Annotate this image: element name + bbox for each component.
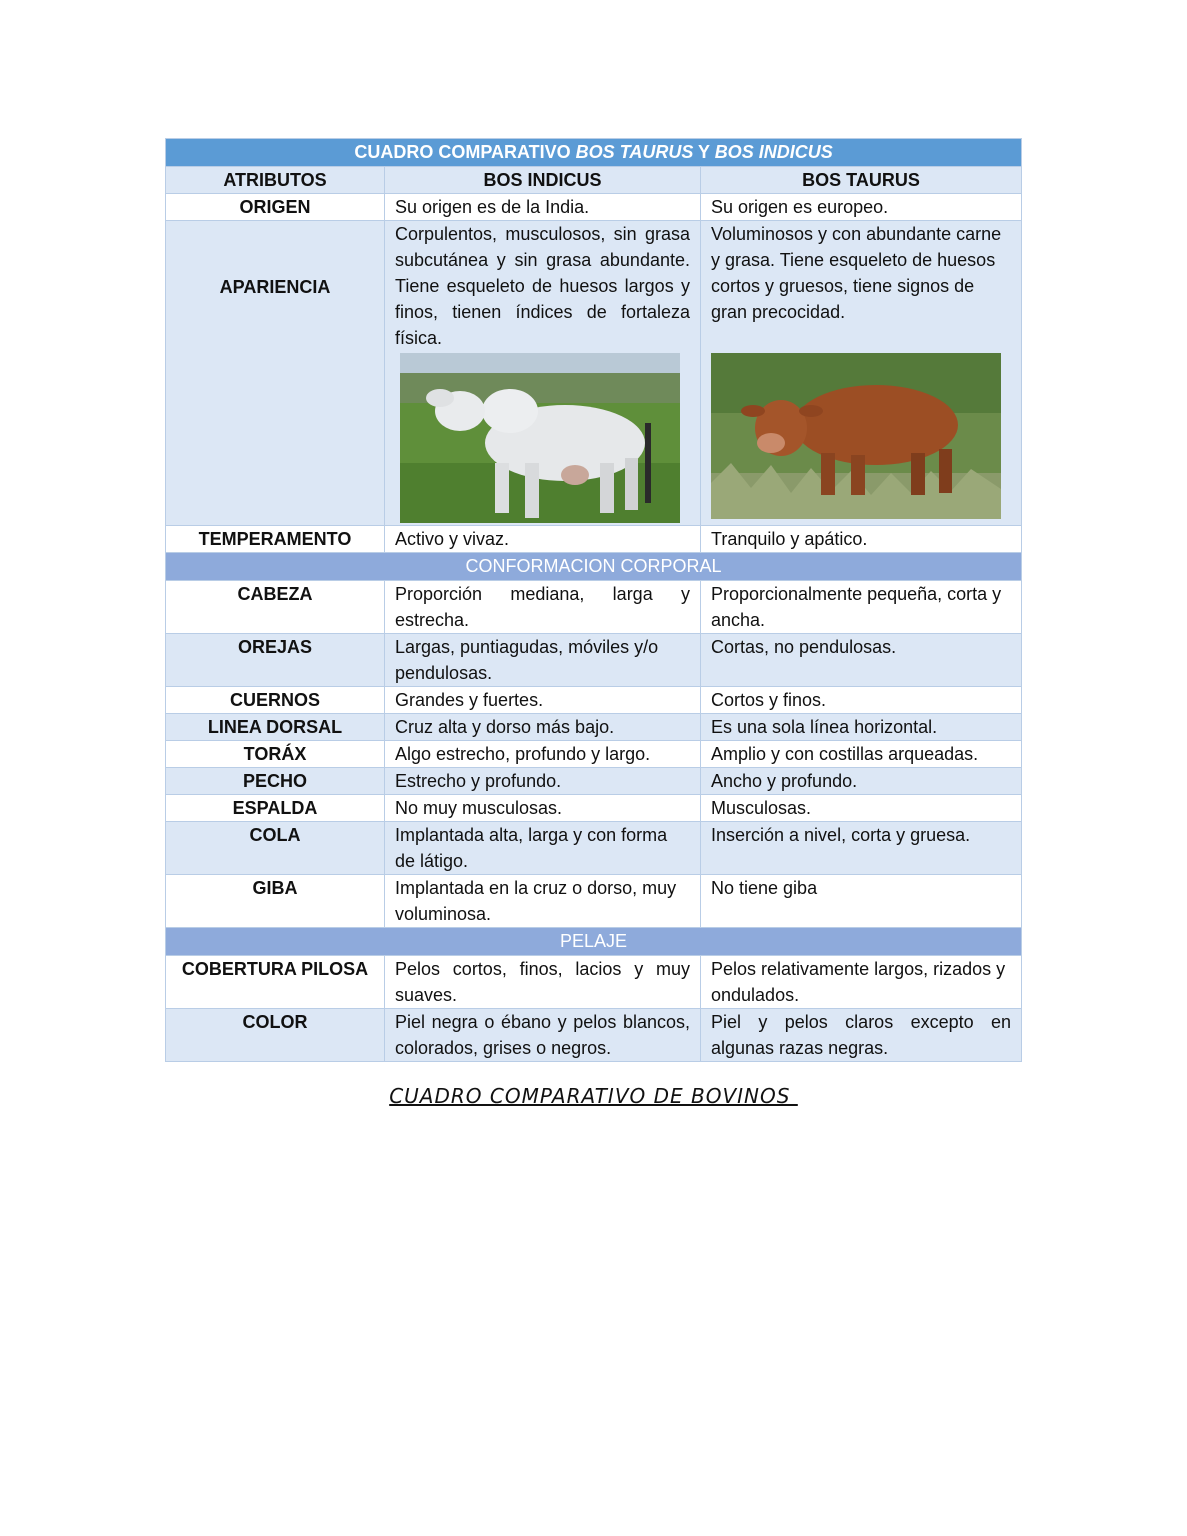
taurus-cobertura-pilosa: Pelos relativamente largos, rizados y ondulados. bbox=[701, 956, 1022, 1009]
taurus-torax: Amplio y con costillas arqueadas. bbox=[701, 741, 1022, 768]
row-temperamento bbox=[166, 526, 1022, 553]
attr-temperamento: TEMPERAMENTO bbox=[166, 526, 385, 553]
section-conformacion-row bbox=[166, 553, 1022, 581]
attr-linea-dorsal: LINEA DORSAL bbox=[166, 714, 385, 741]
row-apariencia bbox=[166, 221, 1022, 526]
row-pecho bbox=[166, 768, 1022, 795]
attr-cabeza: CABEZA bbox=[166, 581, 385, 634]
indicus-cobertura-pilosa: Pelos cortos, finos, lacios y muy suaves. bbox=[385, 956, 701, 1009]
indicus-cola: Implantada alta, larga y con forma de látigo. bbox=[385, 822, 701, 875]
taurus-origen: Su origen es europeo. bbox=[701, 194, 1022, 221]
title-mid: Y bbox=[693, 142, 715, 162]
bos-indicus-photo bbox=[400, 353, 680, 523]
taurus-orejas: Cortas, no pendulosas. bbox=[701, 634, 1022, 687]
indicus-pecho: Estrecho y profundo. bbox=[385, 768, 701, 795]
indicus-color: Piel negra o ébano y pelos blancos, colorados, grises o negros. bbox=[385, 1009, 701, 1062]
title-prefix: CUADRO COMPARATIVO bbox=[354, 142, 576, 162]
row-torax bbox=[166, 741, 1022, 768]
taurus-espalda: Musculosas. bbox=[701, 795, 1022, 822]
comparison-table bbox=[165, 138, 1022, 1062]
indicus-origen: Su origen es de la India. bbox=[385, 194, 701, 221]
attr-apariencia: APARIENCIA bbox=[166, 221, 385, 526]
title-italic-taurus: BOS TAURUS bbox=[575, 142, 694, 162]
title-italic-indicus: BOS INDICUS bbox=[714, 142, 833, 162]
indicus-apariencia-cell bbox=[385, 221, 701, 526]
header-row bbox=[166, 167, 1022, 194]
row-cuernos bbox=[166, 687, 1022, 714]
taurus-pecho: Ancho y profundo. bbox=[701, 768, 1022, 795]
indicus-temperamento: Activo y vivaz. bbox=[385, 526, 701, 553]
indicus-cabeza: Proporción mediana, larga y estrecha. bbox=[385, 581, 701, 634]
row-giba bbox=[166, 875, 1022, 928]
header-bos-taurus: BOS TAURUS bbox=[701, 167, 1022, 194]
attr-pecho: PECHO bbox=[166, 768, 385, 795]
taurus-cabeza: Proporcionalmente pequeña, corta y ancha. bbox=[701, 581, 1022, 634]
taurus-apariencia-cell bbox=[701, 221, 1022, 526]
row-origen bbox=[166, 194, 1022, 221]
caption-text: CUADRO COMPARATIVO DE BOVINOS bbox=[389, 1084, 798, 1108]
indicus-orejas: Largas, puntiagudas, móviles y/o pendulosas. bbox=[385, 634, 701, 687]
row-cobertura-pilosa bbox=[166, 956, 1022, 1009]
taurus-cola: Inserción a nivel, corta y gruesa. bbox=[701, 822, 1022, 875]
taurus-apariencia: Voluminosos y con abundante carne y grasa. Tiene esqueleto de huesos cortos y gruesos, tiene signos de gran precocidad. bbox=[711, 224, 1002, 322]
indicus-espalda: No muy musculosas. bbox=[385, 795, 701, 822]
taurus-temperamento: Tranquilo y apático. bbox=[701, 526, 1022, 553]
attr-torax: TORÁX bbox=[166, 741, 385, 768]
attr-cola: COLA bbox=[166, 822, 385, 875]
row-espalda bbox=[166, 795, 1022, 822]
section-pelaje: PELAJE bbox=[166, 928, 1022, 956]
header-atributos: ATRIBUTOS bbox=[166, 167, 385, 194]
taurus-linea-dorsal: Es una sola línea horizontal. bbox=[701, 714, 1022, 741]
row-cola bbox=[166, 822, 1022, 875]
row-cabeza bbox=[166, 581, 1022, 634]
attr-espalda: ESPALDA bbox=[166, 795, 385, 822]
table-title-row bbox=[166, 139, 1022, 167]
indicus-apariencia: Corpulentos, musculosos, sin grasa subcutánea y sin grasa abundante. Tiene esqueleto de huesos largos y finos, tienen índices de fortaleza física. bbox=[395, 224, 690, 348]
taurus-cuernos: Cortos y finos. bbox=[701, 687, 1022, 714]
section-pelaje-row bbox=[166, 928, 1022, 956]
row-linea-dorsal bbox=[166, 714, 1022, 741]
attr-cobertura-pilosa: COBERTURA PILOSA bbox=[166, 956, 385, 1009]
row-color bbox=[166, 1009, 1022, 1062]
attr-origen: ORIGEN bbox=[166, 194, 385, 221]
attr-orejas: OREJAS bbox=[166, 634, 385, 687]
section-conformacion: CONFORMACION CORPORAL bbox=[166, 553, 1022, 581]
indicus-torax: Algo estrecho, profundo y largo. bbox=[385, 741, 701, 768]
row-orejas bbox=[166, 634, 1022, 687]
table-title bbox=[166, 139, 1022, 167]
document-caption bbox=[0, 1084, 1187, 1108]
indicus-linea-dorsal: Cruz alta y dorso más bajo. bbox=[385, 714, 701, 741]
header-bos-indicus: BOS INDICUS bbox=[385, 167, 701, 194]
indicus-cuernos: Grandes y fuertes. bbox=[385, 687, 701, 714]
attr-color: COLOR bbox=[166, 1009, 385, 1062]
bos-taurus-photo bbox=[711, 353, 1001, 519]
taurus-giba: No tiene giba bbox=[701, 875, 1022, 928]
indicus-giba: Implantada en la cruz o dorso, muy voluminosa. bbox=[385, 875, 701, 928]
taurus-color: Piel y pelos claros excepto en algunas razas negras. bbox=[701, 1009, 1022, 1062]
attr-cuernos: CUERNOS bbox=[166, 687, 385, 714]
attr-giba: GIBA bbox=[166, 875, 385, 928]
